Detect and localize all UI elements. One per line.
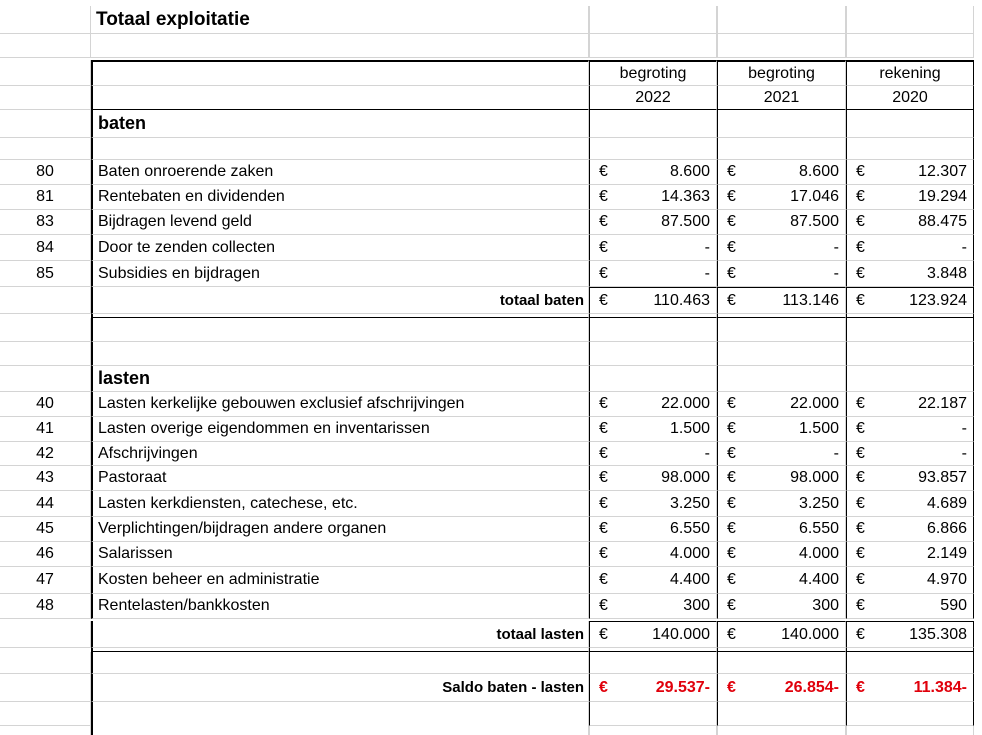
amount: 88.475 [918,213,967,230]
totaal-baten-2021[interactable] [717,287,846,314]
amount: 98.000 [661,469,710,486]
currency-symbol: € [599,444,608,462]
lasten-heading: lasten [91,366,589,392]
table-row [0,261,976,287]
amount: 14.363 [661,188,710,205]
amount: 4.400 [798,571,839,588]
empty-cell [846,726,974,735]
empty-cell[interactable] [0,138,91,160]
currency-symbol: € [727,395,736,412]
currency-symbol: € [599,625,608,643]
empty-cell[interactable] [589,702,717,726]
account-description[interactable]: Bijdragen levend geld [91,210,589,235]
currency-symbol: € [727,264,736,282]
currency-symbol: € [856,395,865,412]
saldo-row [0,674,976,702]
currency-symbol: € [727,545,736,562]
amount: 590 [940,597,967,614]
empty-cell[interactable] [0,34,91,58]
account-description[interactable]: Salarissen [91,542,589,567]
empty-cell[interactable] [589,138,717,160]
amount: 2.149 [926,545,967,562]
account-description[interactable]: Lasten kerkelijke gebouwen exclusief afschrijvingen [91,392,589,417]
table-row [0,466,976,491]
currency-symbol: € [856,625,865,643]
empty-cell[interactable] [717,702,846,726]
account-code[interactable]: 46 [0,542,91,567]
empty-cell[interactable] [589,6,717,34]
currency-symbol: € [599,545,608,562]
amount: 3.250 [798,494,839,512]
empty-cell[interactable] [846,138,974,160]
col-header-2022-year: 2022 [589,86,717,110]
currency-symbol: € [599,597,608,614]
col-header-2021-label: begroting [717,60,846,86]
table-row [0,594,976,619]
amount-cell-2022[interactable] [589,567,717,594]
empty-cell[interactable] [589,34,717,58]
amount-cell-2020[interactable] [846,261,974,287]
amount: - [833,264,839,282]
totaal-lasten-2022[interactable] [589,621,717,648]
col-header-2022-label: begroting [589,60,717,86]
amount: 1.500 [669,420,710,437]
amount-cell-2020[interactable] [846,491,974,517]
empty-cell[interactable] [91,318,589,342]
amount: 6.866 [926,520,967,537]
currency-symbol: € [856,597,865,614]
empty-cell[interactable] [0,110,91,138]
currency-symbol: € [599,188,608,205]
amount: 17.046 [790,188,839,205]
amount: 113.146 [782,291,839,309]
amount-cell-2020[interactable] [846,567,974,594]
account-code[interactable]: 43 [0,466,91,491]
empty-cell[interactable] [589,342,717,366]
empty-cell[interactable] [846,702,974,726]
currency-symbol: € [727,444,736,462]
currency-symbol: € [599,238,608,256]
amount-cell-2022[interactable] [589,542,717,567]
account-description[interactable]: Rentebaten en dividenden [91,185,589,210]
amount: - [833,238,839,256]
col-header-2021-year: 2021 [717,86,846,110]
empty-cell[interactable] [0,287,91,314]
currency-symbol: € [599,469,608,486]
amount: 22.000 [790,395,839,412]
amount: 8.600 [798,163,839,180]
amount-cell-2021[interactable] [717,160,846,185]
amount: 4.689 [926,494,967,512]
empty-cell[interactable] [91,342,589,366]
amount-cell-2022[interactable] [589,594,717,619]
amount-cell-2021[interactable] [717,235,846,261]
amount-cell-2022[interactable] [589,417,717,442]
amount-cell-2022[interactable] [589,160,717,185]
currency-symbol: € [856,469,865,486]
empty-cell[interactable] [846,318,974,342]
empty-cell[interactable] [846,34,974,58]
currency-symbol: € [599,520,608,537]
account-code[interactable]: 40 [0,392,91,417]
account-description[interactable]: Lasten overige eigendommen en inventarissen [91,417,589,442]
empty-cell[interactable] [717,318,846,342]
table-row [0,210,976,235]
amount-cell-2022[interactable] [589,261,717,287]
account-code[interactable]: 42 [0,442,91,466]
amount-cell-2020[interactable] [846,392,974,417]
col-header-2020-label: rekening [846,60,974,86]
amount: 4.970 [926,571,967,588]
saldo-label: Saldo baten - lasten [91,674,589,702]
lasten-section-row [0,366,976,392]
amount-cell-2022[interactable] [589,210,717,235]
amount: 3.848 [926,264,967,282]
spacer-row [0,138,976,160]
empty-cell[interactable] [717,652,846,674]
empty-cell[interactable] [91,86,589,110]
currency-symbol: € [856,291,865,309]
table-row [0,442,976,466]
spacer-row [0,342,976,366]
amount-cell-2020[interactable] [846,466,974,491]
empty-cell[interactable] [589,366,717,392]
amount-cell-2020[interactable] [846,542,974,567]
amount: 300 [812,597,839,614]
empty-cell [91,726,589,735]
account-description[interactable]: Subsidies en bijdragen [91,261,589,287]
empty-cell[interactable] [0,60,91,86]
amount: - [961,420,967,437]
sheet-title: Totaal exploitatie [91,6,589,34]
amount-cell-2020[interactable] [846,517,974,542]
amount: - [961,444,967,462]
empty-cell[interactable] [589,652,717,674]
amount-cell-2022[interactable] [589,442,717,466]
empty-cell[interactable] [91,702,589,726]
empty-cell[interactable] [91,138,589,160]
currency-symbol: € [727,494,736,512]
empty-cell[interactable] [0,652,91,674]
currency-symbol: € [856,494,865,512]
currency-symbol: € [856,520,865,537]
amount: 140.000 [781,625,839,643]
currency-symbol: € [727,469,736,486]
currency-symbol: € [727,597,736,614]
empty-cell[interactable] [846,342,974,366]
currency-symbol: € [727,291,736,309]
empty-cell[interactable] [717,366,846,392]
empty-cell[interactable] [0,342,91,366]
saldo-2021[interactable] [717,674,846,702]
baten-section-row [0,110,976,138]
currency-symbol: € [856,264,865,282]
amount: 4.000 [798,545,839,562]
table-row [0,417,976,442]
empty-cell[interactable] [717,6,846,34]
amount-cell-2021[interactable] [717,442,846,466]
amount-cell-2022[interactable] [589,185,717,210]
currency-symbol: € [599,213,608,230]
account-code[interactable]: 84 [0,235,91,261]
empty-cell [0,726,91,735]
account-description[interactable]: Door te zenden collecten [91,235,589,261]
empty-cell[interactable] [0,621,91,648]
currency-symbol: € [599,163,608,180]
currency-symbol: € [599,571,608,588]
empty-cell[interactable] [717,138,846,160]
currency-symbol: € [727,213,736,230]
currency-symbol: € [599,678,608,696]
empty-cell[interactable] [717,34,846,58]
totaal-lasten-2020[interactable] [846,621,974,648]
empty-cell[interactable] [717,342,846,366]
amount-cell-2021[interactable] [717,542,846,567]
totaal-baten-2020[interactable] [846,287,974,314]
empty-cell[interactable] [0,674,91,702]
amount-cell-2022[interactable] [589,392,717,417]
amount-cell-2022[interactable] [589,235,717,261]
spacer-row [0,726,976,735]
currency-symbol: € [856,545,865,562]
currency-symbol: € [727,163,736,180]
currency-symbol: € [599,291,608,309]
amount: 4.000 [669,545,710,562]
currency-symbol: € [856,163,865,180]
amount-cell-2021[interactable] [717,491,846,517]
amount: 140.000 [652,625,710,643]
amount-cell-2020[interactable] [846,185,974,210]
spacer-row [0,34,976,58]
empty-cell[interactable] [846,652,974,674]
col-header-2020-year: 2020 [846,86,974,110]
amount-cell-2021[interactable] [717,417,846,442]
amount: - [961,238,967,256]
amount-cell-2020[interactable] [846,417,974,442]
amount: 1.500 [798,420,839,437]
amount: 6.550 [798,520,839,537]
table-row [0,235,976,261]
table-row [0,491,976,517]
amount: 12.307 [918,163,967,180]
account-code[interactable]: 48 [0,594,91,619]
empty-cell[interactable] [0,86,91,110]
header-row-2 [0,86,976,110]
empty-cell[interactable] [589,110,717,138]
amount-cell-2021[interactable] [717,567,846,594]
table-row [0,185,976,210]
empty-cell[interactable] [846,110,974,138]
currency-symbol: € [856,213,865,230]
currency-symbol: € [599,420,608,437]
account-code[interactable]: 47 [0,567,91,594]
totaal-lasten-row [0,621,976,648]
amount: 93.857 [918,469,967,486]
amount-cell-2020[interactable] [846,442,974,466]
amount: 22.000 [661,395,710,412]
currency-symbol: € [727,520,736,537]
account-code[interactable]: 41 [0,417,91,442]
empty-cell [717,726,846,735]
empty-cell[interactable] [717,110,846,138]
amount: 300 [683,597,710,614]
currency-symbol: € [856,188,865,205]
empty-cell[interactable] [589,318,717,342]
account-code[interactable]: 83 [0,210,91,235]
currency-symbol: € [856,571,865,588]
amount-cell-2020[interactable] [846,594,974,619]
account-description[interactable]: Lasten kerkdiensten, catechese, etc. [91,491,589,517]
amount-cell-2022[interactable] [589,466,717,491]
currency-symbol: € [856,444,865,462]
title-row [0,6,976,34]
empty-cell[interactable] [0,366,91,392]
currency-symbol: € [856,678,865,696]
account-code[interactable]: 85 [0,261,91,287]
amount: 11.384- [913,678,967,696]
empty-cell[interactable] [91,60,589,86]
table-row [0,160,976,185]
amount-cell-2021[interactable] [717,594,846,619]
empty-cell[interactable] [0,6,91,34]
amount: 19.294 [918,188,967,205]
amount: 87.500 [661,213,710,230]
empty-cell[interactable] [0,318,91,342]
totaal-baten-2022[interactable] [589,287,717,314]
empty-cell[interactable] [846,366,974,392]
amount-cell-2021[interactable] [717,185,846,210]
amount: - [704,238,710,256]
amount: 22.187 [918,395,967,412]
amount-cell-2021[interactable] [717,466,846,491]
currency-symbol: € [727,625,736,643]
totaal-baten-label: totaal baten [91,287,589,314]
empty-cell[interactable] [91,652,589,674]
account-code[interactable]: 44 [0,491,91,517]
amount: 4.400 [669,571,710,588]
account-code[interactable]: 81 [0,185,91,210]
currency-symbol: € [599,395,608,412]
amount: - [833,444,839,462]
empty-cell[interactable] [91,34,589,58]
currency-symbol: € [599,264,608,282]
table-row [0,392,976,417]
amount: 29.537- [655,678,710,696]
totaal-lasten-label: totaal lasten [91,621,589,648]
amount-cell-2022[interactable] [589,491,717,517]
spacer-row [0,652,976,674]
amount: 26.854- [784,678,839,696]
amount-cell-2020[interactable] [846,235,974,261]
table-row [0,542,976,567]
amount: 123.924 [909,291,967,309]
amount: 87.500 [790,213,839,230]
amount: 98.000 [790,469,839,486]
amount: 135.308 [909,625,967,643]
saldo-2022[interactable] [589,674,717,702]
spacer-row [0,318,976,342]
currency-symbol: € [599,494,608,512]
account-description[interactable]: Kosten beheer en administratie [91,567,589,594]
amount-cell-2021[interactable] [717,517,846,542]
amount-cell-2020[interactable] [846,160,974,185]
amount-cell-2021[interactable] [717,210,846,235]
account-description[interactable]: Baten onroerende zaken [91,160,589,185]
currency-symbol: € [727,188,736,205]
amount-cell-2020[interactable] [846,210,974,235]
amount: 6.550 [669,520,710,537]
table-row [0,517,976,542]
currency-symbol: € [727,420,736,437]
amount: - [704,444,710,462]
totaal-lasten-2021[interactable] [717,621,846,648]
currency-symbol: € [727,678,736,696]
account-description[interactable]: Pastoraat [91,466,589,491]
amount-cell-2021[interactable] [717,261,846,287]
spacer-row [0,702,976,726]
account-description[interactable]: Afschrijvingen [91,442,589,466]
amount-cell-2021[interactable] [717,392,846,417]
empty-cell[interactable] [0,702,91,726]
account-code[interactable]: 45 [0,517,91,542]
amount: - [704,264,710,282]
account-description[interactable]: Verplichtingen/bijdragen andere organen [91,517,589,542]
table-row [0,567,976,594]
amount: 8.600 [669,163,710,180]
amount: 3.250 [669,494,710,512]
baten-heading: baten [91,110,589,138]
currency-symbol: € [856,238,865,256]
saldo-2020[interactable] [846,674,974,702]
header-row-1 [0,60,976,86]
empty-cell [589,726,717,735]
currency-symbol: € [727,571,736,588]
currency-symbol: € [856,420,865,437]
currency-symbol: € [727,238,736,256]
totaal-baten-row [0,287,976,314]
account-code[interactable]: 80 [0,160,91,185]
amount-cell-2022[interactable] [589,517,717,542]
empty-cell[interactable] [846,6,974,34]
account-description[interactable]: Rentelasten/bankkosten [91,594,589,619]
amount: 110.463 [653,291,710,309]
